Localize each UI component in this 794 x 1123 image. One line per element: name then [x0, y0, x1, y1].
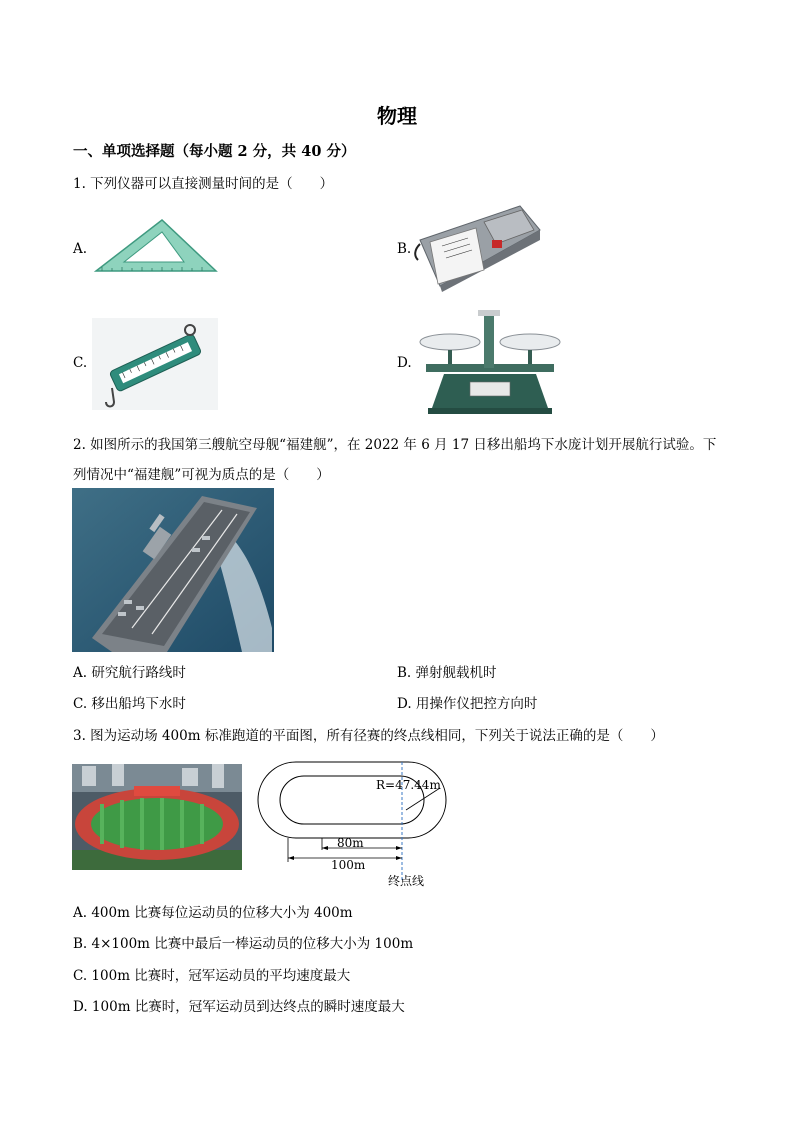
q2-option-a: A. 研究航行路线时: [73, 665, 186, 681]
q2-option-d: D. 用操作仪把控方向时: [397, 696, 538, 712]
balance-scale-image: [418, 308, 562, 416]
q3-option-c: C. 100m 比赛时，冠军运动员的平均速度最大: [73, 968, 351, 984]
q3-option-d: D. 100m 比赛时，冠军运动员到达终点的瞬时速度最大: [73, 999, 405, 1015]
triangle-ruler-image: [92, 216, 220, 274]
q2-stem-line1: 2. 如图所示的我国第三艘航空母舰“福建舰”，在 2022 年 6 月 17 日移出船坞下水庞计划开展航行试验。下: [73, 437, 717, 453]
stadium-photo-image: [72, 764, 242, 870]
finish-line-label: 终点线: [388, 874, 425, 888]
track-length-label: 100m: [331, 858, 366, 872]
aircraft-carrier-image: [72, 488, 274, 652]
q3-option-b: B. 4×100m 比赛中最后一棒运动员的位移大小为 100m: [73, 936, 414, 952]
page-title: 物理: [377, 104, 417, 128]
q3-stem: 3. 图为运动场 400m 标准跑道的平面图，所有径赛的终点线相同，下列关于说法正确的是（ ）: [73, 728, 664, 744]
q2-option-b: B. 弹射舰载机时: [397, 665, 497, 681]
section-heading: 一、单项选择题（每小题 2 分，共 40 分）: [73, 143, 356, 160]
track-straight-label: 80m: [337, 836, 364, 850]
spring-scale-image: [92, 318, 218, 410]
q1-option-a-label: A.: [73, 241, 88, 257]
q2-option-c: C. 移出船坞下水时: [73, 696, 186, 712]
q1-option-c-label: C.: [73, 355, 88, 371]
q1-option-d-label: D.: [397, 355, 412, 371]
q3-option-a: A. 400m 比赛每位运动员的位移大小为 400m: [73, 905, 353, 921]
q2-stem-line2: 列情况中“福建舰”可视为质点的是（ ）: [73, 467, 330, 483]
q1-option-b-label: B.: [397, 241, 412, 257]
track-radius-label: R=47.44m: [376, 778, 441, 792]
timer-device-image: [412, 200, 544, 292]
q1-stem: 1. 下列仪器可以直接测量时间的是（ ）: [73, 176, 334, 192]
